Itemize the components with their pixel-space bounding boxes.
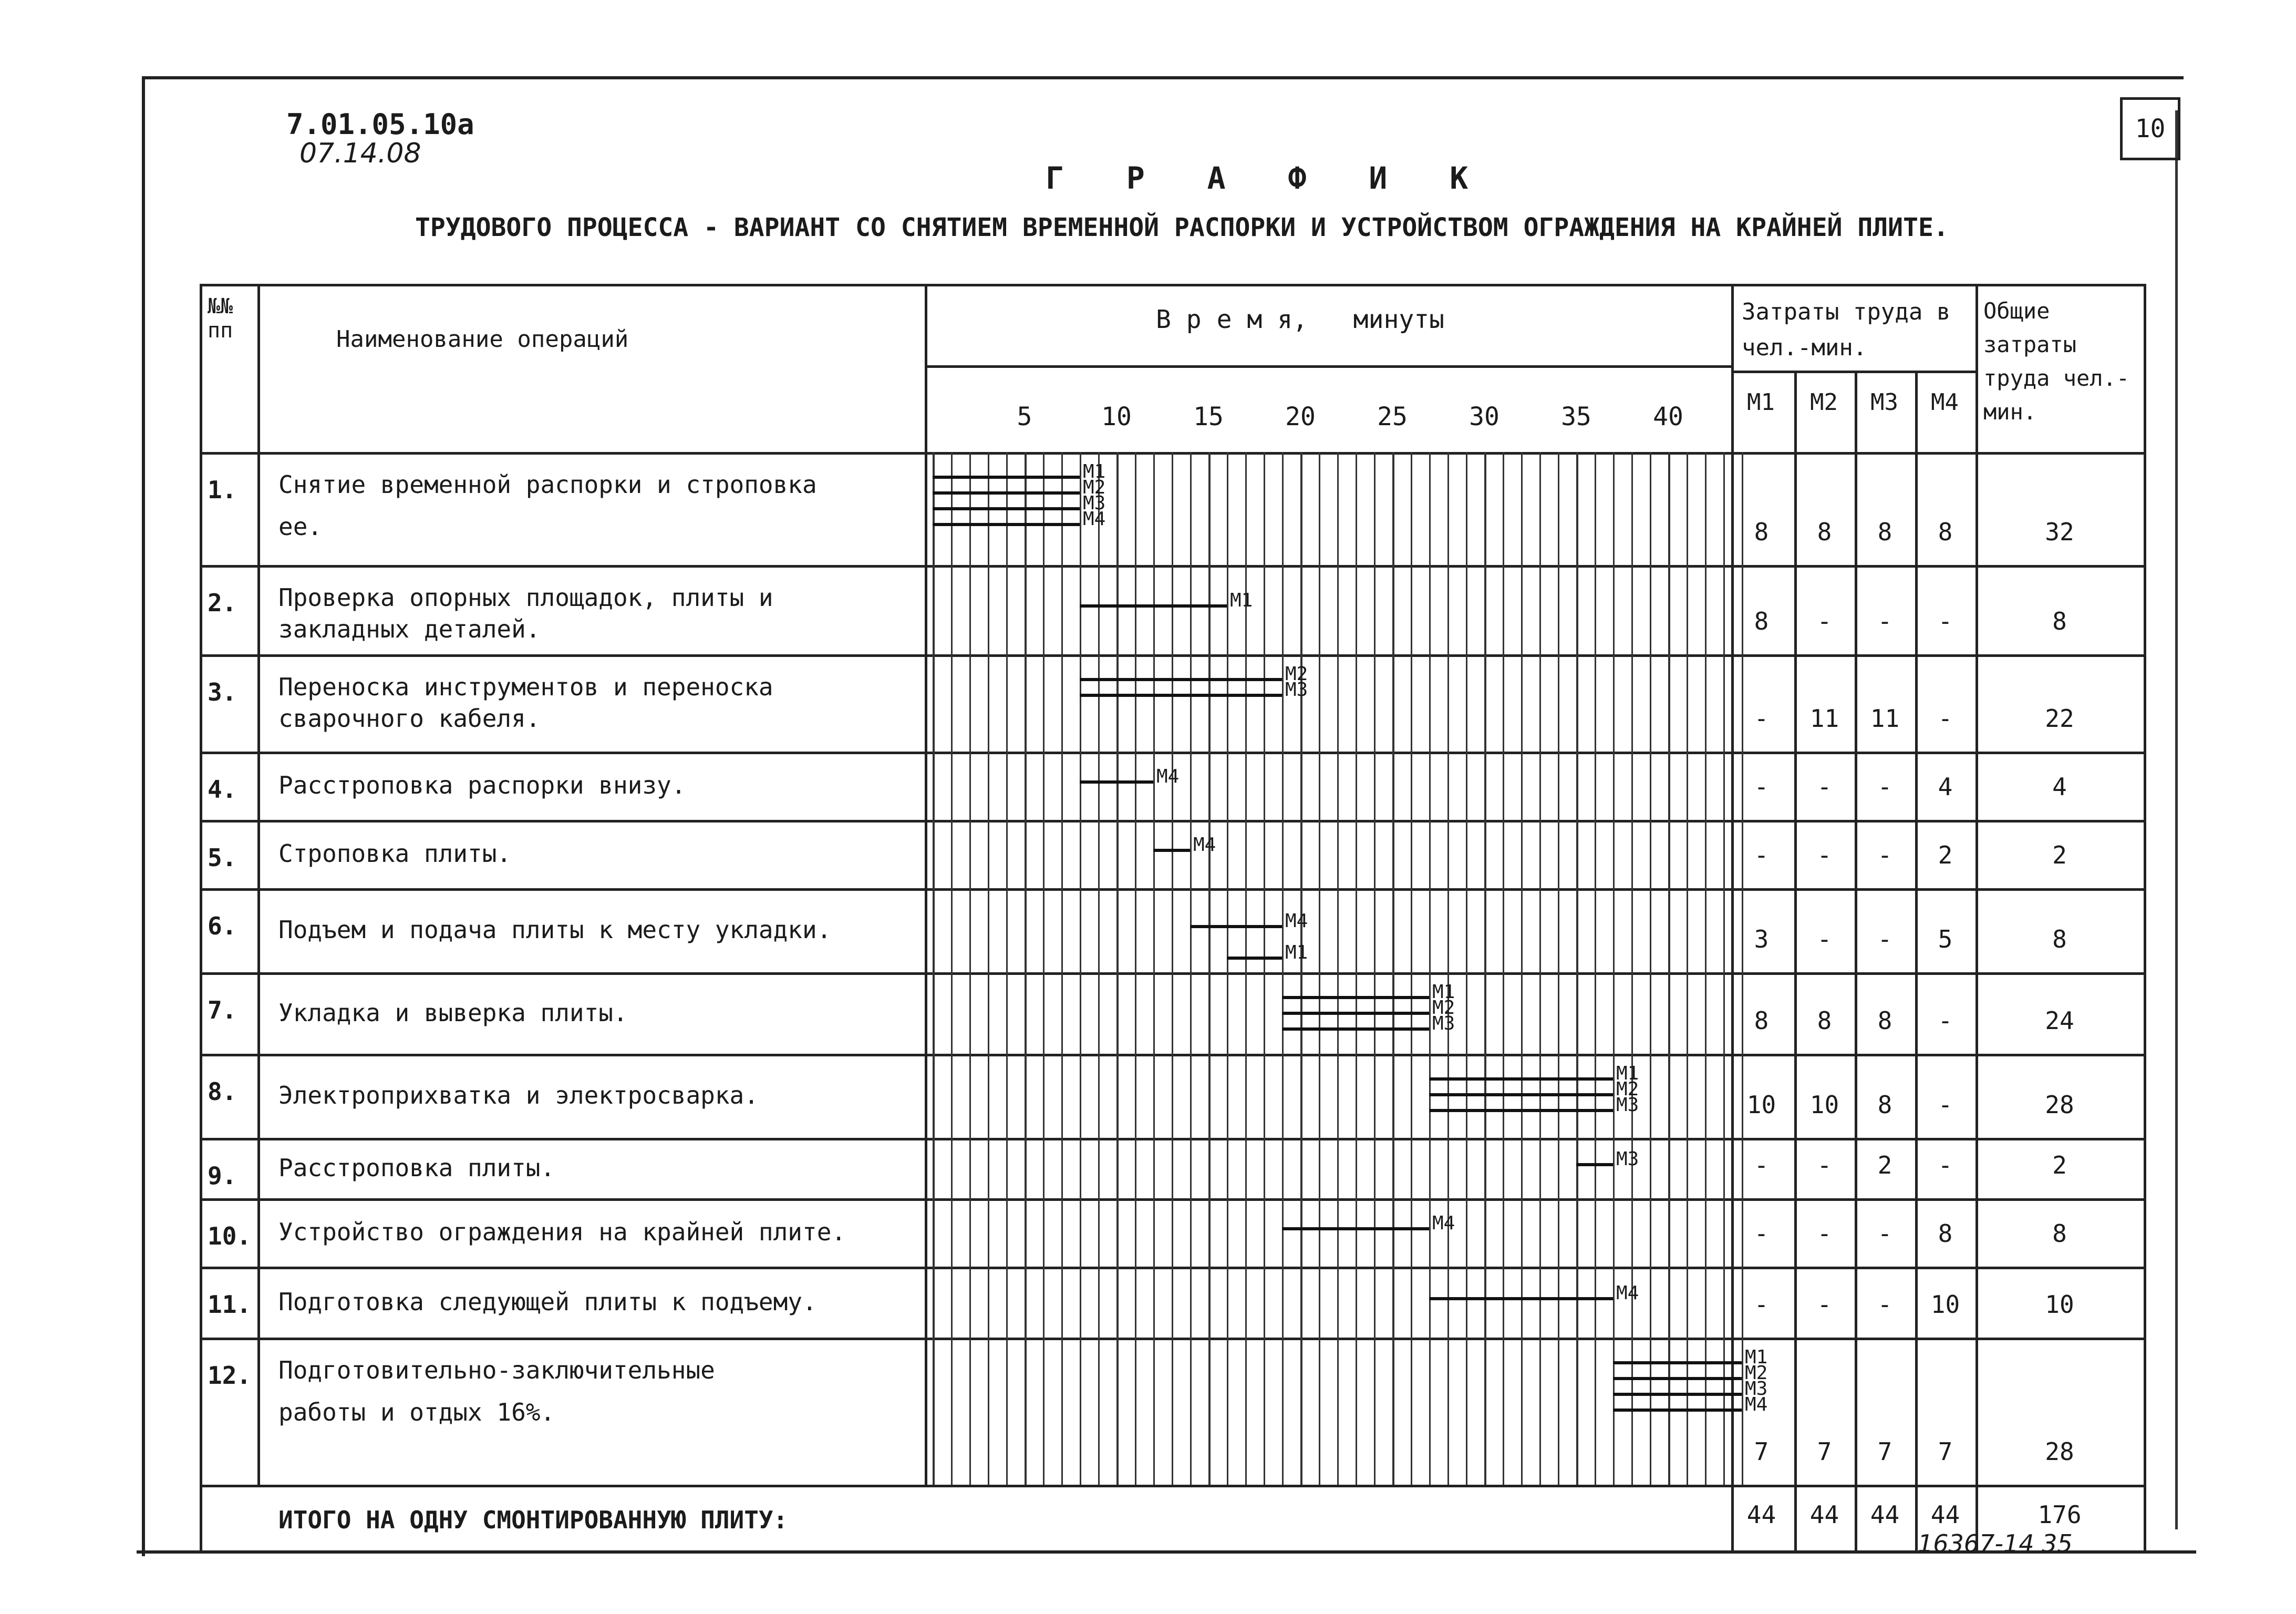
time-tick-label: 35: [1561, 402, 1591, 431]
time-grid-line: [1558, 452, 1559, 1485]
col-line-end: [2144, 284, 2146, 1550]
worker-label: М1: [1616, 1063, 1639, 1084]
doc-stamp: 16367-14 35: [1918, 1529, 2073, 1558]
time-grid-line: [1613, 452, 1615, 1485]
col-header-total: Общие затраты труда чел.-мин.: [1983, 298, 2130, 425]
col-header-m3: М3: [1870, 389, 1898, 416]
worker-label: М2: [1616, 1078, 1639, 1100]
labor-total-value: 8: [2052, 925, 2067, 953]
totals-m4-value: 44: [1930, 1500, 1960, 1529]
col-header-m4: М4: [1931, 389, 1959, 416]
time-grid-line: [1539, 452, 1541, 1485]
worker-label: М3: [1432, 1013, 1455, 1034]
totals-m2-value: 44: [1809, 1500, 1839, 1529]
worker-label: М4: [1285, 910, 1308, 932]
row-number: 8.: [208, 1077, 237, 1106]
labor-m3-value: -: [1877, 841, 1892, 869]
row-number: 10.: [208, 1222, 252, 1250]
time-grid-line: [1668, 452, 1670, 1485]
col-header-time: В р е м я, минуты: [1156, 305, 1445, 334]
labor-m2-value: -: [1817, 841, 1832, 869]
schedule-bar: [933, 491, 1080, 495]
schedule-bar: [1080, 604, 1227, 608]
worker-label: М1: [1432, 981, 1455, 1003]
labor-m2-value: 10: [1809, 1091, 1839, 1119]
time-tick-label: 10: [1101, 402, 1132, 431]
time-grid-line: [1227, 452, 1228, 1485]
time-grid-line: [1650, 452, 1651, 1485]
schedule-bar: [1282, 1012, 1429, 1015]
schedule-bar: [933, 507, 1080, 510]
labor-m3-value: -: [1877, 773, 1892, 801]
labor-m4-value: 10: [1930, 1290, 1960, 1319]
page-subtitle: ТРУДОВОГО ПРОЦЕССА - ВАРИАНТ СО СНЯТИЕМ ВРЕМЕННОЙ РАСПОРКИ И УСТРОЙСТВОМ ОГРАЖДЕНИЯ НА КРАЙНЕЙ ПЛИТЕ.: [415, 213, 1949, 242]
time-grid-line: [1595, 452, 1596, 1485]
row-number: 6.: [208, 912, 237, 940]
time-grid-line: [969, 452, 971, 1485]
sheet-border-right: [2175, 110, 2178, 1529]
col-header-name: Наименование операций: [336, 326, 629, 353]
col-line-m4: [1915, 371, 1918, 1550]
labor-total-value: 10: [2045, 1290, 2074, 1319]
schedule-bar: [1613, 1409, 1742, 1412]
operation-name: Электроприхватка и электросварка.: [278, 1081, 759, 1109]
time-grid-line: [1043, 452, 1044, 1485]
time-grid-line: [933, 452, 935, 1485]
labor-m3-value: -: [1877, 1219, 1892, 1248]
labor-total-value: 24: [2045, 1006, 2074, 1035]
operation-name: Подготовительно-заключительные: [278, 1356, 715, 1384]
row-number: 5.: [208, 844, 237, 872]
num-col-line: [257, 284, 260, 1485]
labor-schedule-table: [200, 284, 2144, 1545]
worker-label: М3: [1285, 679, 1308, 701]
labor-m4-value: 2: [1938, 841, 1953, 869]
operation-name: Расстроповка распорки внизу.: [278, 771, 686, 799]
schedule-bar: [1429, 1093, 1613, 1096]
operation-name: Укладка и выверка плиты.: [278, 998, 628, 1027]
worker-label: М3: [1616, 1094, 1639, 1116]
labor-total-value: 8: [2052, 607, 2067, 635]
schedule-bar: [1153, 849, 1190, 852]
time-grid-line: [988, 452, 989, 1485]
doc-code: 7.01.05.10a: [286, 108, 474, 141]
row-line: [200, 1485, 2144, 1487]
table-top-line: [200, 284, 2144, 286]
time-grid-line: [1025, 452, 1027, 1485]
time-tick-label: 20: [1285, 402, 1316, 431]
time-grid-line: [1282, 452, 1284, 1485]
labor-m2-value: 8: [1817, 518, 1832, 546]
time-grid-line: [1337, 452, 1339, 1485]
time-grid-line: [1319, 452, 1320, 1485]
operation-name: Устройство ограждения на крайней плите.: [278, 1218, 846, 1246]
col-line-m1: [1731, 284, 1734, 1550]
labor-m1-value: 7: [1754, 1437, 1769, 1466]
labor-m4-value: 8: [1938, 518, 1953, 546]
labor-m1-value: -: [1754, 1151, 1769, 1179]
schedule-bar: [1080, 678, 1282, 681]
worker-label: М4: [1193, 834, 1216, 856]
time-grid-line: [1061, 452, 1063, 1485]
time-grid-line: [1576, 452, 1578, 1485]
schedule-bar: [1613, 1361, 1742, 1364]
time-tick-label: 25: [1377, 402, 1408, 431]
labor-total-value: 4: [2052, 773, 2067, 801]
labor-total-value: 22: [2045, 704, 2074, 733]
labor-m2-value: -: [1817, 1219, 1832, 1248]
schedule-bar: [1613, 1393, 1742, 1396]
time-grid-line: [1006, 452, 1008, 1485]
col-header-m1: М1: [1747, 389, 1775, 416]
worker-label: М2: [1285, 663, 1308, 685]
labor-m3-value: 8: [1877, 1091, 1892, 1119]
row-number: 7.: [208, 996, 237, 1024]
totals-m1-value: 44: [1746, 1500, 1776, 1529]
labor-total-value: 32: [2045, 518, 2074, 546]
labor-m2-value: -: [1817, 925, 1832, 953]
time-grid-line: [1447, 452, 1449, 1485]
schedule-bar: [1282, 1027, 1429, 1031]
operation-name: закладных деталей.: [278, 615, 541, 643]
labor-total-value: 28: [2045, 1091, 2074, 1119]
time-grid-line: [1705, 452, 1707, 1485]
operation-name: Проверка опорных площадок, плиты и: [278, 583, 773, 612]
time-grid-line: [1484, 452, 1486, 1485]
col-header-labor: Затраты труда в чел.-мин.: [1742, 299, 1951, 361]
labor-m2-value: 11: [1809, 704, 1839, 733]
operation-name: Переноска инструментов и переноска: [278, 673, 773, 701]
labor-m1-value: 3: [1754, 925, 1769, 953]
operation-name: Снятие временной распорки и строповка: [278, 470, 817, 499]
labor-m1-value: 10: [1746, 1091, 1776, 1119]
row-number: 12.: [208, 1361, 252, 1390]
page-title: Г Р А Ф И К: [1046, 160, 1491, 196]
labor-m3-value: 8: [1877, 1006, 1892, 1035]
worker-label: М4: [1156, 766, 1180, 787]
schedule-bar: [1282, 996, 1429, 999]
labor-m4-value: -: [1938, 607, 1953, 635]
time-tick-label: 15: [1193, 402, 1224, 431]
col-line-m2: [1794, 371, 1797, 1550]
labor-m3-value: -: [1877, 925, 1892, 953]
schedule-bar: [1576, 1163, 1613, 1166]
labor-total-value: 2: [2052, 1151, 2067, 1179]
labor-m2-value: -: [1817, 1151, 1832, 1179]
labor-total-value: 2: [2052, 841, 2067, 869]
time-grid-line: [1356, 452, 1357, 1485]
col-header-m2: М2: [1810, 389, 1838, 416]
worker-label: М3: [1083, 492, 1106, 514]
labor-m2-value: 7: [1817, 1437, 1832, 1466]
col-header-num: №№ пп: [208, 294, 233, 343]
worker-label: М4: [1083, 508, 1106, 530]
labor-m1-value: -: [1754, 704, 1769, 733]
worker-label: М4: [1616, 1282, 1639, 1304]
col-line-total: [1976, 284, 1978, 1550]
time-grid-line: [951, 452, 953, 1485]
labor-m3-value: 2: [1877, 1151, 1892, 1179]
time-tick-label: 30: [1469, 402, 1499, 431]
schedule-bar: [1190, 925, 1282, 928]
operation-name: работы и отдых 16%.: [278, 1398, 555, 1426]
labor-m1-value: -: [1754, 1219, 1769, 1248]
labor-m4-value: -: [1938, 1006, 1953, 1035]
labor-m4-value: -: [1938, 1151, 1953, 1179]
operation-name: Подъем и подача плиты к месту укладки.: [278, 916, 832, 944]
table-left-line: [200, 284, 202, 1550]
time-grid-line: [1631, 452, 1633, 1485]
worker-label: М1: [1230, 590, 1253, 611]
time-grid-line: [1264, 452, 1265, 1485]
time-grid-line: [1411, 452, 1412, 1485]
labor-m1-value: -: [1754, 841, 1769, 869]
labor-m1-value: -: [1754, 1290, 1769, 1319]
labor-m1-value: -: [1754, 773, 1769, 801]
col-line-m3: [1855, 371, 1857, 1550]
operation-name: Расстроповка плиты.: [278, 1153, 555, 1182]
row-number: 11.: [208, 1290, 252, 1319]
worker-label: М1: [1285, 942, 1308, 963]
time-tick-label: 5: [1017, 402, 1032, 431]
labor-m1-value: 8: [1754, 607, 1769, 635]
name-col-line: [925, 284, 927, 1485]
labor-m3-value: 11: [1870, 704, 1900, 733]
page-number: 10: [2120, 97, 2180, 160]
labor-m3-value: 7: [1877, 1437, 1892, 1466]
worker-label: М2: [1432, 997, 1455, 1019]
time-grid-line: [1466, 452, 1467, 1485]
totals-label: ИТОГО НА ОДНУ СМОНТИРОВАННУЮ ПЛИТУ:: [278, 1506, 788, 1534]
time-grid-line: [1503, 452, 1504, 1485]
schedule-bar: [1429, 1077, 1613, 1081]
time-grid-line: [1392, 452, 1394, 1485]
schedule-bar: [1429, 1109, 1613, 1112]
doc-date: 07.14.08: [299, 138, 421, 169]
row-number: 1.: [208, 476, 237, 504]
labor-m4-value: 5: [1938, 925, 1953, 953]
worker-label: М2: [1745, 1362, 1768, 1384]
worker-label: М1: [1745, 1346, 1768, 1368]
labor-head-line: [1731, 371, 1976, 373]
schedule-bar: [933, 476, 1080, 479]
worker-label: М3: [1616, 1148, 1639, 1170]
totals-m3-value: 44: [1870, 1500, 1900, 1529]
time-grid-line: [1300, 452, 1302, 1485]
labor-m4-value: 7: [1938, 1437, 1953, 1466]
labor-total-value: 8: [2052, 1219, 2067, 1248]
row-number: 4.: [208, 775, 237, 804]
time-tick-label: 40: [1653, 402, 1683, 431]
labor-m1-value: 8: [1754, 1006, 1769, 1035]
time-grid-line: [1374, 452, 1375, 1485]
time-head-line: [925, 365, 1731, 368]
worker-label: М3: [1745, 1378, 1768, 1400]
worker-label: М2: [1083, 477, 1106, 498]
time-grid-line: [1521, 452, 1523, 1485]
labor-m2-value: -: [1817, 773, 1832, 801]
schedule-bar: [1080, 694, 1282, 697]
operation-name: Строповка плиты.: [278, 839, 512, 868]
labor-m2-value: -: [1817, 1290, 1832, 1319]
labor-m4-value: -: [1938, 1091, 1953, 1119]
operation-name: Подготовка следующей плиты к подъему.: [278, 1287, 817, 1316]
labor-m2-value: -: [1817, 607, 1832, 635]
labor-m3-value: -: [1877, 1290, 1892, 1319]
schedule-bar: [933, 523, 1080, 526]
labor-m4-value: -: [1938, 704, 1953, 733]
schedule-bar: [1282, 1227, 1429, 1230]
schedule-bar: [1429, 1297, 1613, 1300]
row-number: 2.: [208, 589, 237, 617]
row-number: 3.: [208, 678, 237, 706]
schedule-bar: [1080, 780, 1153, 784]
labor-m4-value: 4: [1938, 773, 1953, 801]
labor-m3-value: -: [1877, 607, 1892, 635]
labor-m4-value: 8: [1938, 1219, 1953, 1248]
worker-label: М4: [1745, 1394, 1768, 1415]
worker-label: М1: [1083, 461, 1106, 482]
operation-name: ее.: [278, 512, 323, 541]
labor-total-value: 28: [2045, 1437, 2074, 1466]
totals-total-value: 176: [2038, 1500, 2082, 1529]
labor-m1-value: 8: [1754, 518, 1769, 546]
labor-m2-value: 8: [1817, 1006, 1832, 1035]
worker-label: М4: [1432, 1212, 1455, 1234]
time-grid-line: [1687, 452, 1688, 1485]
time-grid-line: [1429, 452, 1431, 1485]
operation-name: сварочного кабеля.: [278, 704, 541, 733]
labor-m3-value: 8: [1877, 518, 1892, 546]
row-number: 9.: [208, 1161, 237, 1190]
schedule-bar: [1613, 1377, 1742, 1380]
time-grid-line: [1723, 452, 1725, 1485]
schedule-bar: [1227, 957, 1282, 960]
